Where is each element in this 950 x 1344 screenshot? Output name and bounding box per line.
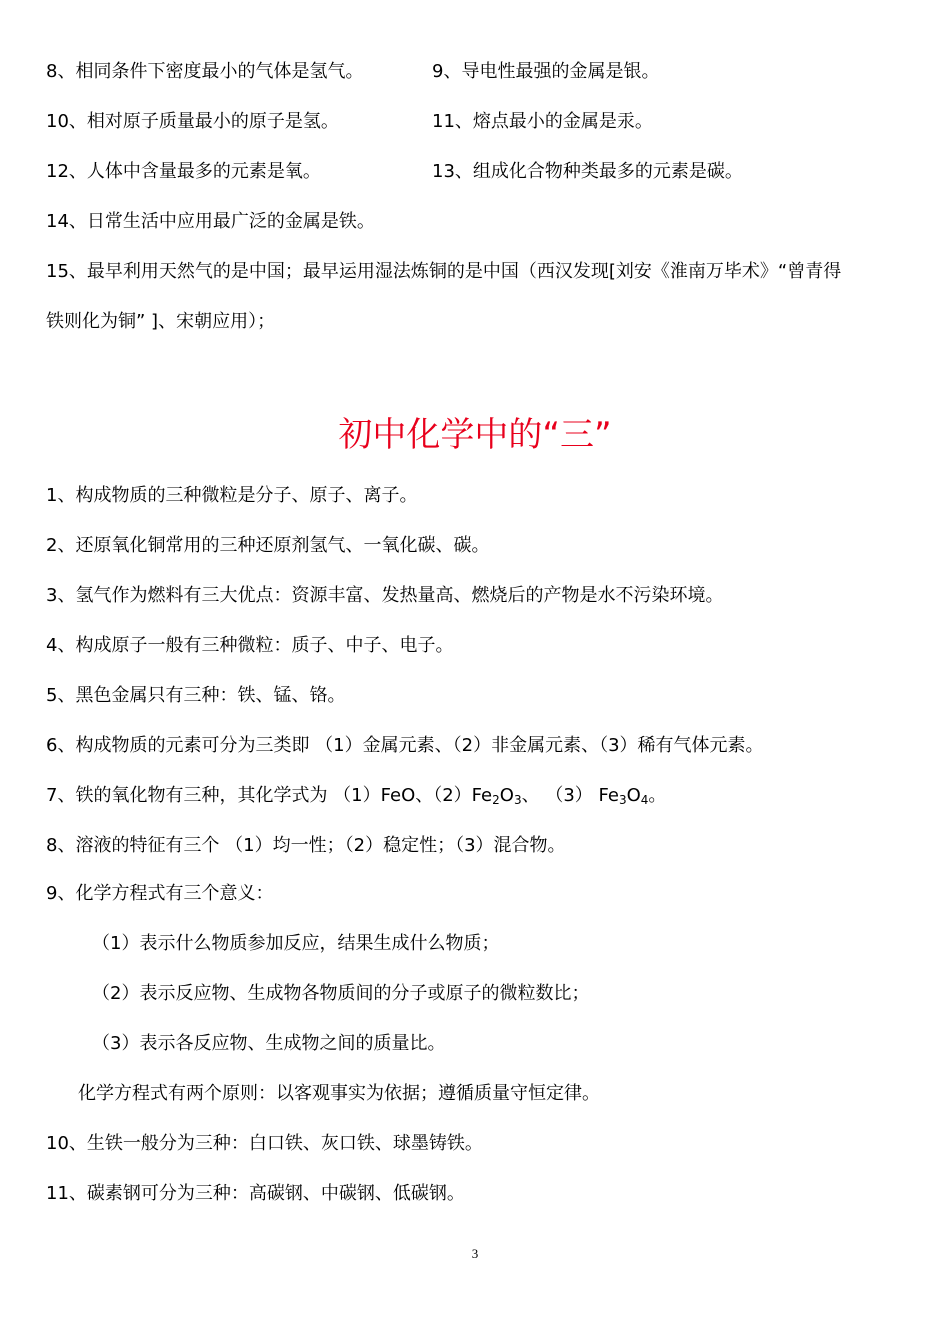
fact-8: 8、相同条件下密度最小的气体是氢气。 <box>46 61 364 82</box>
fact-9: 9、导电性最强的金属是银。 <box>432 61 660 82</box>
three-item-11: 11、碳素钢可分为三种：高碳钢、中碳钢、低碳钢。 <box>46 1183 465 1204</box>
item-7-lead: 7、铁的氧化物有三种，其化学式为 （1）FeO、（2）Fe <box>46 785 493 806</box>
subscript-3: 3 <box>513 793 522 807</box>
subscript-3b: 3 <box>618 793 627 807</box>
fact-12: 12、人体中含量最多的元素是氧。 <box>46 161 321 182</box>
three-item-1: 1、构成物质的三种微粒是分子、原子、离子。 <box>46 485 418 506</box>
fact-11: 11、熔点最小的金属是汞。 <box>432 111 653 132</box>
fact-13: 13、组成化合物种类最多的元素是碳。 <box>432 161 743 182</box>
three-item-2: 2、还原氧化铜常用的三种还原剂氢气、一氧化碳、碳。 <box>46 535 490 556</box>
three-item-8: 8、溶液的特征有三个 （1）均一性；（2）稳定性；（3）混合物。 <box>46 835 566 856</box>
section-title: 初中化学中的“三” <box>338 415 612 455</box>
three-item-3: 3、氢气作为燃料有三大优点：资源丰富、发热量高、燃烧后的产物是水不污染环境。 <box>46 585 724 606</box>
fact-10: 10、相对原子质量最小的原子是氢。 <box>46 111 339 132</box>
subscript-2: 2 <box>492 793 500 807</box>
item-7-o: O <box>499 785 514 806</box>
page-number: 3 <box>471 1246 479 1261</box>
three-item-9: 9、化学方程式有三个意义： <box>46 883 274 904</box>
item-7-end: 。 <box>648 785 667 806</box>
three-item-9-sub2: （2）表示反应物、生成物各物质间的分子或原子的微粒数比； <box>92 983 590 1004</box>
subscript-4: 4 <box>640 793 649 807</box>
three-item-9-sub3: （3）表示各反应物、生成物之间的质量比。 <box>92 1033 446 1054</box>
three-item-5: 5、黑色金属只有三种：铁、锰、铬。 <box>46 685 346 706</box>
fact-14: 14、日常生活中应用最广泛的金属是铁。 <box>46 211 375 232</box>
three-item-4: 4、构成原子一般有三种微粒：质子、中子、电子。 <box>46 635 454 656</box>
three-item-10: 10、生铁一般分为三种：白口铁、灰口铁、球墨铸铁。 <box>46 1133 483 1154</box>
equation-principle: 化学方程式有两个原则：以客观事实为依据；遵循质量守恒定律。 <box>78 1083 600 1104</box>
fact-15-line2: 铁则化为铜” ]、宋朝应用）； <box>46 311 276 332</box>
item-7-mid: 、 （3） Fe <box>521 785 619 806</box>
item-7-o2: O <box>626 785 641 806</box>
three-item-6: 6、构成物质的元素可分为三类即 （1）金属元素、（2）非金属元素、（3）稀有气体元素。 <box>46 735 764 756</box>
three-item-7 <box>46 784 666 808</box>
fact-15-line1: 15、最早利用天然气的是中国；最早运用湿法炼铜的是中国（西汉发现[刘安《淮南万毕术》“曾青得 <box>46 261 842 282</box>
three-item-9-sub1: （1）表示什么物质参加反应，结果生成什么物质； <box>92 933 500 954</box>
